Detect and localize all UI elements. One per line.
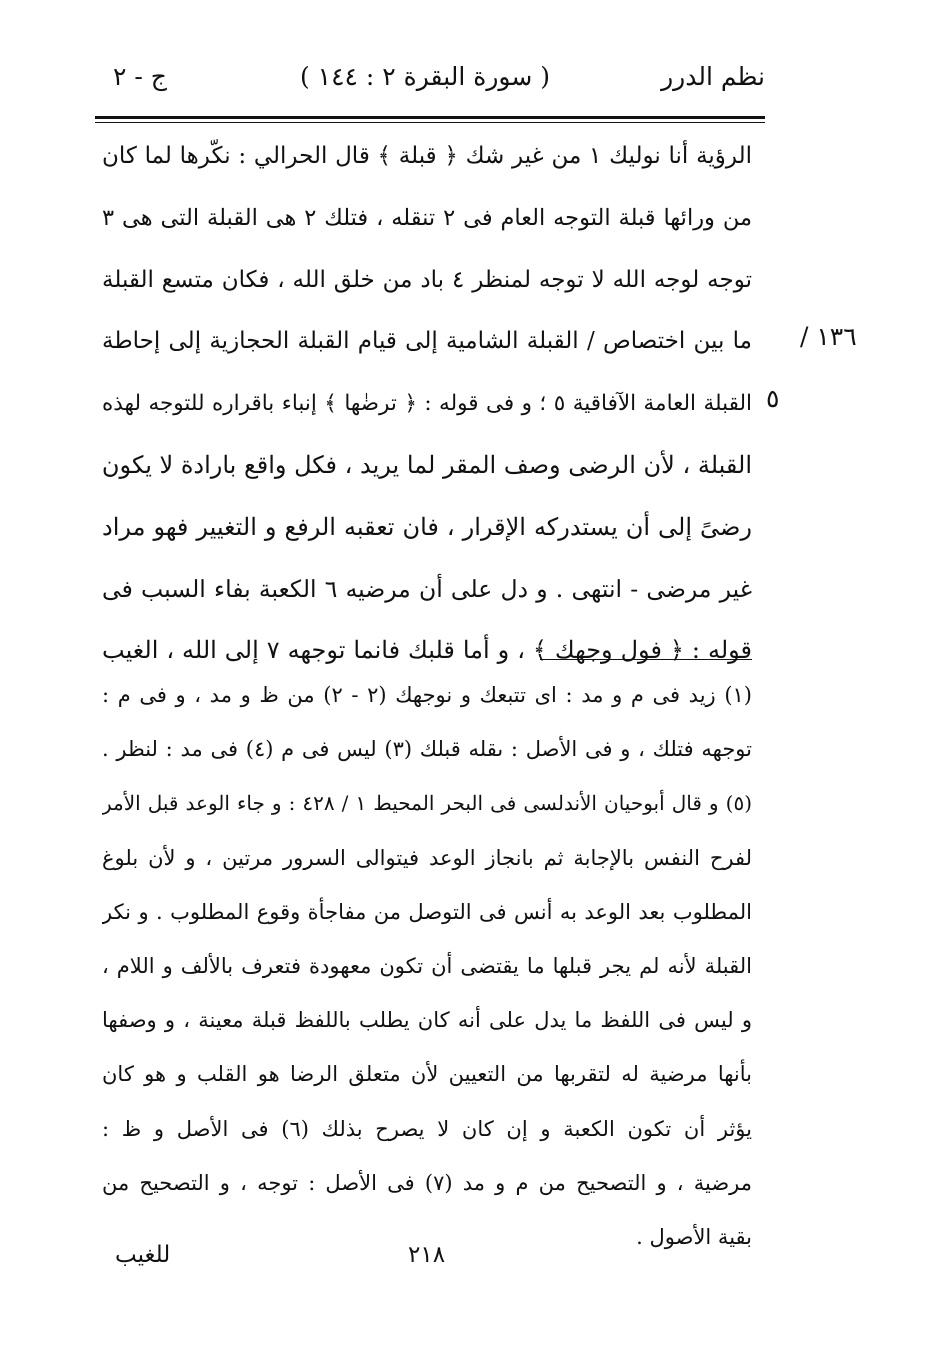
page-header [95,62,765,102]
margin-page-marker: ١٣٦ / [800,322,857,351]
footnote-line: يؤثر أن تكون الكعبة و إن كان لا يصرح بذلك (٦) فى الأصل و ظ : [102,1116,752,1141]
footnote-line: المطلوب بعد الوعد به أنس فى التوصل من مفاجأة وقوع المطلوب . و نكر [102,899,752,924]
volume-label: ج - ٢ [113,62,167,91]
catchword: للغيب [115,1242,171,1268]
footnote-line: توجهه فتلك ، و فى الأصل : ىقله قبلك (٣) ليس فى م (٤) فى مد : لنظر . [102,737,752,762]
page-number: ٢١٨ [408,1242,446,1268]
main-text-line: القبلة العامة الآفاقية ٥ ؛ و فى قوله : ﴿ ترضٰها ﴾ إنباء باقراره للتوجه لهذه [102,391,752,417]
margin-line-number: ٥ [766,384,780,413]
footnote-rule [540,659,752,660]
main-text-line: توجه لوجه الله لا توجه لمنظر ٤ باد من خلق الله ، فكان متسع القبلة [102,266,752,293]
footnote-line: مرضية ، و التصحيح من م و مد (٧) فى الأصل : توجه ، و التصحيح من [102,1170,752,1195]
main-text-line: ما بين اختصاص / القبلة الشامية إلى قيام القبلة الحجازية إلى إحاطة [102,328,752,355]
footnotes [102,668,752,1264]
main-text [102,126,752,682]
footnote-line: بأنها مرضية له لتقربها من التعيين لأن متعلق الرضا هو القلب و هو كان [102,1062,752,1087]
header-rule-thin [95,122,765,123]
footnote-line: (٥) و قال أبوحيان الأندلسى فى البحر المحيط ١ / ٤٢٨ : و جاء الوعد قبل الأمر [102,791,752,816]
surah-reference: ( سورة البقرة ٢ : ١٤٤ ) [299,62,550,91]
running-title: نظم الدرر [661,62,765,91]
main-text-line: من ورائها قبلة التوجه العام فى ٢ تنقله ، فتلك ٢ هى القبلة التى هى ٣ [102,204,752,231]
main-text-line: غير مرضى - انتهى . و دل على أن مرضيه ٦ الكعبة بفاء السبب فى [102,574,752,603]
main-text-line: رضىً إلى أن يستدركه الإقرار ، فان تعقبه الرفع و التغيير فهو مراد [102,512,752,541]
main-text-line: القبلة ، لأن الرضى وصف المقر لما يريد ، فكل واقع بارادة لا يكون [102,450,752,479]
main-text-line: قوله : ﴿ فول وجهك ﴾ ، و أما قلبك فانما توجهه ٧ إلى الله ، الغيب [102,636,752,665]
footnote-line: القبلة لأنه لم يجر قبلها ما يقتضى أن تكون معهودة فتعرف بالألف و اللام ، [102,953,752,978]
footnote-line: (١) زيد فى م و مد : اى تتبعك و نوجهك (٢ - ٢) من ظ و مد ، و فى م : [102,683,752,707]
footnote-line: لفرح النفس بالإجابة ثم بانجاز الوعد فيتوالى السرور مرتين ، و لأن بلوغ [102,845,752,870]
main-text-line: الرؤية أنا نوليك ١ من غير شك ﴿ قبلة ﴾ قال الحرالي : نكّرها لما كان [102,143,752,169]
header-rule-thick [95,116,765,119]
footnote-line: بقية الأصول . [636,1224,752,1249]
footnote-line: و ليس فى اللفظ ما يدل على أنه كان يطلب باللفظ قبلة معينة ، و وصفها [102,1008,752,1033]
